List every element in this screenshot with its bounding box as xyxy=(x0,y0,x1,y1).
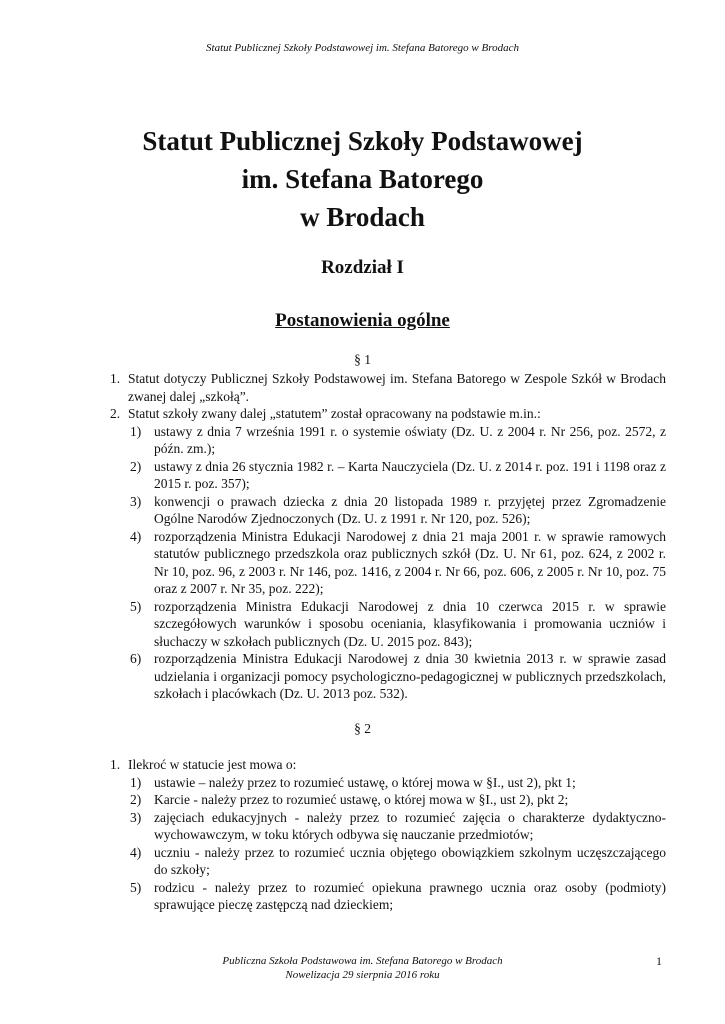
running-header: Statut Publicznej Szkoły Podstawowej im. Stefana Batorego w Brodach xyxy=(206,42,519,54)
sub-item-number: 3) xyxy=(130,809,142,825)
sub-item-text: zajęciach edukacyjnych - należy przez to rozumieć zajęcia o charakterze dydaktyczno-wychowawczym, w toku których odbywa się nauczanie przedmiotów; xyxy=(154,809,666,842)
sub-item-number: 2) xyxy=(130,792,142,807)
sub-item-text: konwencji o prawach dziecka z dnia 20 listopada 1989 r. przyjętej przez Zgromadzenie Ogólne Narodów Zjednoczonych (Dz. U. z 1991 r. Nr 120, poz. 526); xyxy=(154,493,666,526)
sub-list-item xyxy=(110,774,666,792)
section-2-sign: § 2 xyxy=(354,721,371,736)
chapter-title: Postanowienia ogólne xyxy=(275,310,450,331)
sub-list-item xyxy=(110,844,666,879)
sub-list-item xyxy=(110,879,666,914)
sub-item-number: 5) xyxy=(130,598,142,614)
section-1-sign: § 1 xyxy=(354,352,371,367)
sub-item-text: rodzicu - należy przez to rozumieć opiekuna prawnego ucznia oraz osoby (podmioty) sprawujące pieczę zastępczą nad dzieckiem; xyxy=(154,879,666,912)
sub-item-text: ustawy z dnia 26 stycznia 1982 r. – Karta Nauczyciela (Dz. U. z 2014 r. poz. 191 i 1198 oraz z 2015 r. poz. 357); xyxy=(154,458,666,491)
sub-item-text: rozporządzenia Ministra Edukacji Narodowej z dnia 30 kwietnia 2013 r. w sprawie zasad udzielania i organizacji pomocy psychologiczno-pedagogicznej w publicznych przedszkolach, szkołach i placówkach (Dz. U. 2013 poz. 532). xyxy=(154,651,666,701)
sub-item-number: 1) xyxy=(130,423,142,439)
document-title xyxy=(60,122,665,236)
item-number: 1. xyxy=(110,371,121,386)
sub-list-item xyxy=(110,650,666,703)
sub-item-number: 3) xyxy=(130,493,142,509)
sub-item-text: ustawy z dnia 7 września 1991 r. o systemie oświaty (Dz. U. z 2004 r. Nr 256, poz. 2572, z późn. zm.); xyxy=(154,423,666,456)
page-footer xyxy=(0,954,725,982)
item-number: 2. xyxy=(110,406,121,421)
sub-item-number: 4) xyxy=(130,528,142,544)
page-number: 1 xyxy=(656,954,662,968)
list-item xyxy=(110,756,666,774)
list-item xyxy=(110,405,666,423)
section-1-body xyxy=(110,370,666,703)
item-number: 1. xyxy=(110,757,121,772)
item-text: Statut dotyczy Publicznej Szkoły Podstawowej im. Stefana Batorego w Zespole Szkół w Brodach zwanej dalej „szkołą”. xyxy=(128,371,666,404)
sub-item-text: ustawie – należy przez to rozumieć ustawę, o której mowa w §I., ust 2), pkt 1; xyxy=(154,774,576,790)
sub-list-item xyxy=(110,493,666,528)
sub-item-number: 5) xyxy=(130,879,142,895)
sub-list-item xyxy=(110,809,666,844)
chapter-heading: Rozdział I xyxy=(321,257,404,278)
sub-item-number: 4) xyxy=(130,844,142,860)
sub-item-number: 6) xyxy=(130,651,142,666)
footer-line-1: Publiczna Szkoła Podstawowa im. Stefana Batorego w Brodach xyxy=(222,955,503,967)
sub-item-text: Karcie - należy przez to rozumieć ustawę, o której mowa w §I., ust 2), pkt 2; xyxy=(154,792,569,807)
sub-item-number: 2) xyxy=(130,458,142,474)
sub-item-text: rozporządzenia Ministra Edukacji Narodowej z dnia 10 czerwca 2015 r. w sprawie szczegółowych warunków i sposobu oceniania, klasyfikowania i promowania uczniów i słuchaczy w szkołach publicznych (Dz. U. 2015 poz. 843); xyxy=(154,598,666,649)
sub-item-text: rozporządzenia Ministra Edukacji Narodowej z dnia 21 maja 2001 r. w sprawie ramowych statutów publicznego przedszkola oraz publicznych szkół (Dz. U. Nr 61, poz. 624, z 2002 r. Nr 10, poz. 96, z 2003 r. Nr 146, poz. 1416, z 2004 r. Nr 66, poz. 606, z 2005 r. Nr 10, poz. 75 oraz z 2007 r. Nr 35, poz. 222); xyxy=(154,528,666,596)
sub-list-item xyxy=(110,791,666,809)
sub-item-number: 1) xyxy=(130,774,142,790)
title-line-1: Statut Publicznej Szkoły Podstawowej xyxy=(142,126,583,156)
list-item xyxy=(110,370,666,405)
sub-list-item xyxy=(110,598,666,651)
title-line-2: im. Stefana Batorego xyxy=(241,164,484,194)
footer-line-2: Nowelizacja 29 sierpnia 2016 roku xyxy=(285,969,440,981)
sub-list-item xyxy=(110,528,666,598)
item-text: Ilekroć w statucie jest mowa o: xyxy=(128,757,297,772)
section-2-body xyxy=(110,756,666,914)
item-text: Statut szkoły zwany dalej „statutem” został opracowany na podstawie m.in.: xyxy=(128,406,541,421)
sub-list-item xyxy=(110,423,666,458)
title-line-3: w Brodach xyxy=(300,202,425,232)
sub-list-item xyxy=(110,458,666,493)
sub-item-text: uczniu - należy przez to rozumieć ucznia objętego obowiązkiem szkolnym uczęszczającego do szkoły; xyxy=(154,844,666,877)
